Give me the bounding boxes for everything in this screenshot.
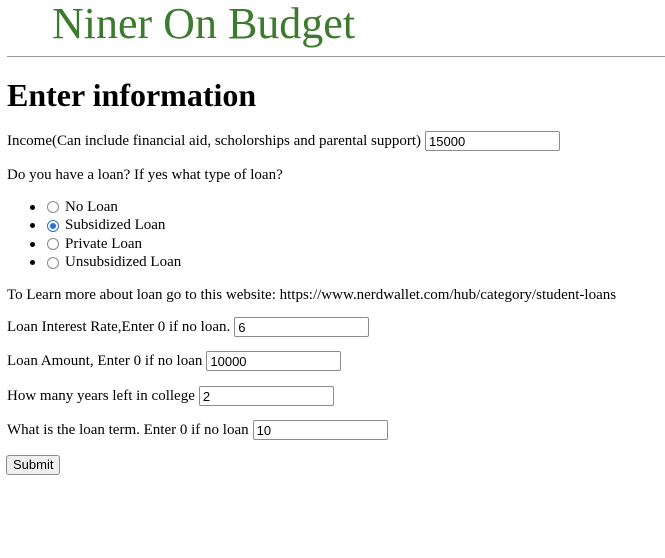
loan-term-row — [7, 419, 388, 441]
years-left-row — [7, 385, 334, 407]
radio-unsubsidized-loan[interactable] — [47, 257, 59, 269]
loan-amount-input[interactable] — [206, 351, 341, 371]
loan-option-label: Private Loan — [65, 235, 143, 252]
income-label: Income(Can include financial aid, scholorships and parental support) — [7, 133, 422, 149]
interest-rate-label: Loan Interest Rate,Enter 0 if no loan. — [7, 319, 231, 335]
learn-more-row — [7, 284, 616, 306]
income-row — [7, 130, 560, 152]
loan-option-private[interactable] — [30, 235, 181, 254]
learn-more-text: To Learn more about loan go to this website: https://www.nerdwallet.com/hub/category/student-loans — [7, 287, 617, 303]
years-left-input[interactable] — [199, 386, 334, 406]
bullet-icon — [30, 242, 35, 247]
loan-term-label: What is the loan term. Enter 0 if no loan — [7, 422, 249, 438]
site-title: Niner On Budget — [52, 0, 356, 48]
loan-amount-label: Loan Amount, Enter 0 if no loan — [7, 353, 203, 369]
interest-rate-row — [7, 316, 369, 338]
bullet-icon — [30, 223, 35, 228]
radio-subsidized-loan[interactable] — [47, 220, 59, 232]
loan-option-label: Unsubsidized Loan — [65, 254, 182, 271]
loan-option-subsidized[interactable] — [30, 217, 181, 236]
loan-option-label: Subsidized Loan — [65, 217, 166, 234]
radio-private-loan[interactable] — [47, 238, 59, 250]
years-left-label: How many years left in college — [7, 388, 195, 404]
submit-button[interactable]: Submit — [6, 455, 60, 475]
loan-option-no-loan[interactable] — [30, 198, 181, 217]
interest-rate-input[interactable] — [234, 317, 369, 337]
income-input[interactable] — [425, 131, 560, 151]
loan-question-row — [7, 164, 283, 186]
loan-option-unsubsidized[interactable] — [30, 254, 181, 273]
bullet-icon — [30, 205, 35, 210]
loan-option-label: No Loan — [65, 198, 118, 215]
radio-no-loan[interactable] — [47, 201, 59, 213]
loan-term-input[interactable] — [253, 420, 388, 440]
loan-amount-row — [7, 350, 341, 372]
bullet-icon — [30, 260, 35, 265]
page-heading: Enter information — [7, 77, 257, 113]
loan-type-options — [30, 198, 181, 272]
loan-question-text: Do you have a loan? If yes what type of loan? — [7, 167, 283, 183]
header-divider — [7, 56, 665, 57]
